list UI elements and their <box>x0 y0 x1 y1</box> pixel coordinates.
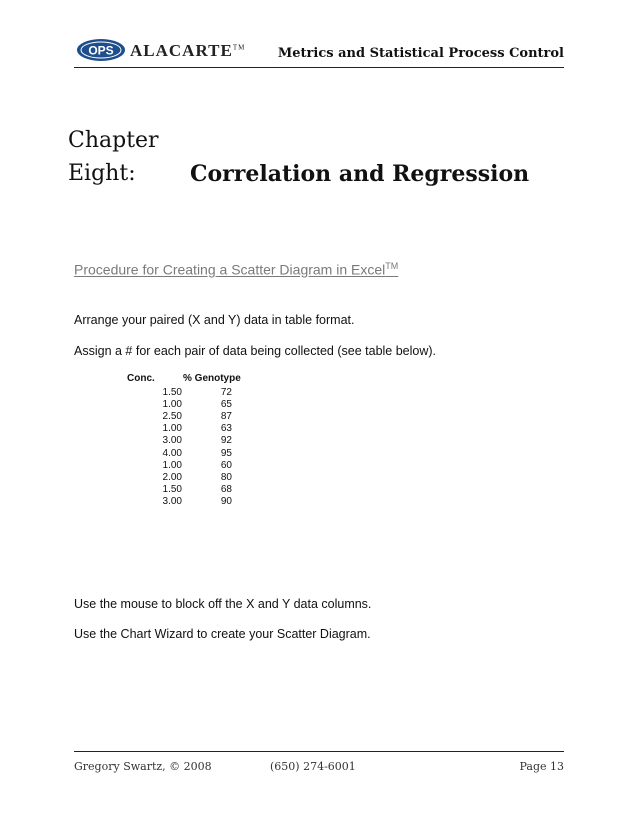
logo-wordmark-text: ALACARTE <box>130 41 233 60</box>
table-cell-conc: 1.50 <box>162 387 182 398</box>
footer-divider <box>74 751 564 752</box>
table-cell-conc: 1.50 <box>162 483 182 495</box>
table-cell-conc: 3.00 <box>162 435 182 447</box>
table-row <box>0 496 638 508</box>
table-cell-genotype: 68 <box>220 483 232 495</box>
section-heading-tm: TM <box>385 261 399 271</box>
table-cell-genotype: 80 <box>220 471 232 483</box>
chapter-label: Chapter <box>68 128 159 153</box>
table-cell-genotype: 63 <box>220 423 232 435</box>
footer-author: Gregory Swartz, © 2008 <box>74 760 212 773</box>
table-row <box>0 460 638 472</box>
paragraph-arrange-data: Arrange your paired (X and Y) data in table format. <box>74 313 355 327</box>
logo-mark-text: OPS <box>88 43 114 58</box>
table-row <box>0 472 638 484</box>
table-cell-genotype: 92 <box>220 435 232 447</box>
logo-tm: TM <box>232 43 246 52</box>
table-cell-conc: 4.00 <box>162 447 182 459</box>
footer-page-number: Page 13 <box>519 760 564 773</box>
header-title: Metrics and Statistical Process Control <box>277 46 564 61</box>
table-cell-conc: 3.00 <box>162 495 182 507</box>
table-row <box>0 448 638 460</box>
table-row <box>0 435 638 447</box>
table-cell-conc: 1.00 <box>162 459 182 471</box>
table-row <box>0 387 638 399</box>
table-cell-genotype: 87 <box>220 411 232 423</box>
table-cell-conc: 1.00 <box>162 423 182 435</box>
chapter-number: Eight: <box>68 161 136 186</box>
table-header-genotype: % Genotype <box>183 373 241 384</box>
paragraph-assign-number: Assign a # for each pair of data being collected (see table below). <box>74 344 437 358</box>
table-cell-genotype: 90 <box>220 495 232 507</box>
paragraph-block-columns: Use the mouse to block off the X and Y data columns. <box>74 597 372 611</box>
table-cell-conc: 2.00 <box>162 471 182 483</box>
paragraph-chart-wizard: Use the Chart Wizard to create your Scatter Diagram. <box>74 627 371 641</box>
table-cell-conc: 1.00 <box>162 399 182 411</box>
table-cell-conc: 2.50 <box>162 411 182 423</box>
table-row <box>0 411 638 423</box>
table-cell-genotype: 72 <box>220 387 232 398</box>
table-header-conc: Conc. <box>127 373 155 384</box>
table-row <box>0 484 638 496</box>
table-row <box>0 423 638 435</box>
section-heading-text: Procedure for Creating a Scatter Diagram in Excel <box>74 261 386 278</box>
chapter-title: Correlation and Regression <box>190 161 530 187</box>
table-cell-genotype: 65 <box>220 399 232 411</box>
table-row <box>0 399 638 411</box>
table-cell-genotype: 60 <box>220 459 232 471</box>
footer-phone: (650) 274-6001 <box>270 760 356 773</box>
table-cell-genotype: 95 <box>220 447 232 459</box>
